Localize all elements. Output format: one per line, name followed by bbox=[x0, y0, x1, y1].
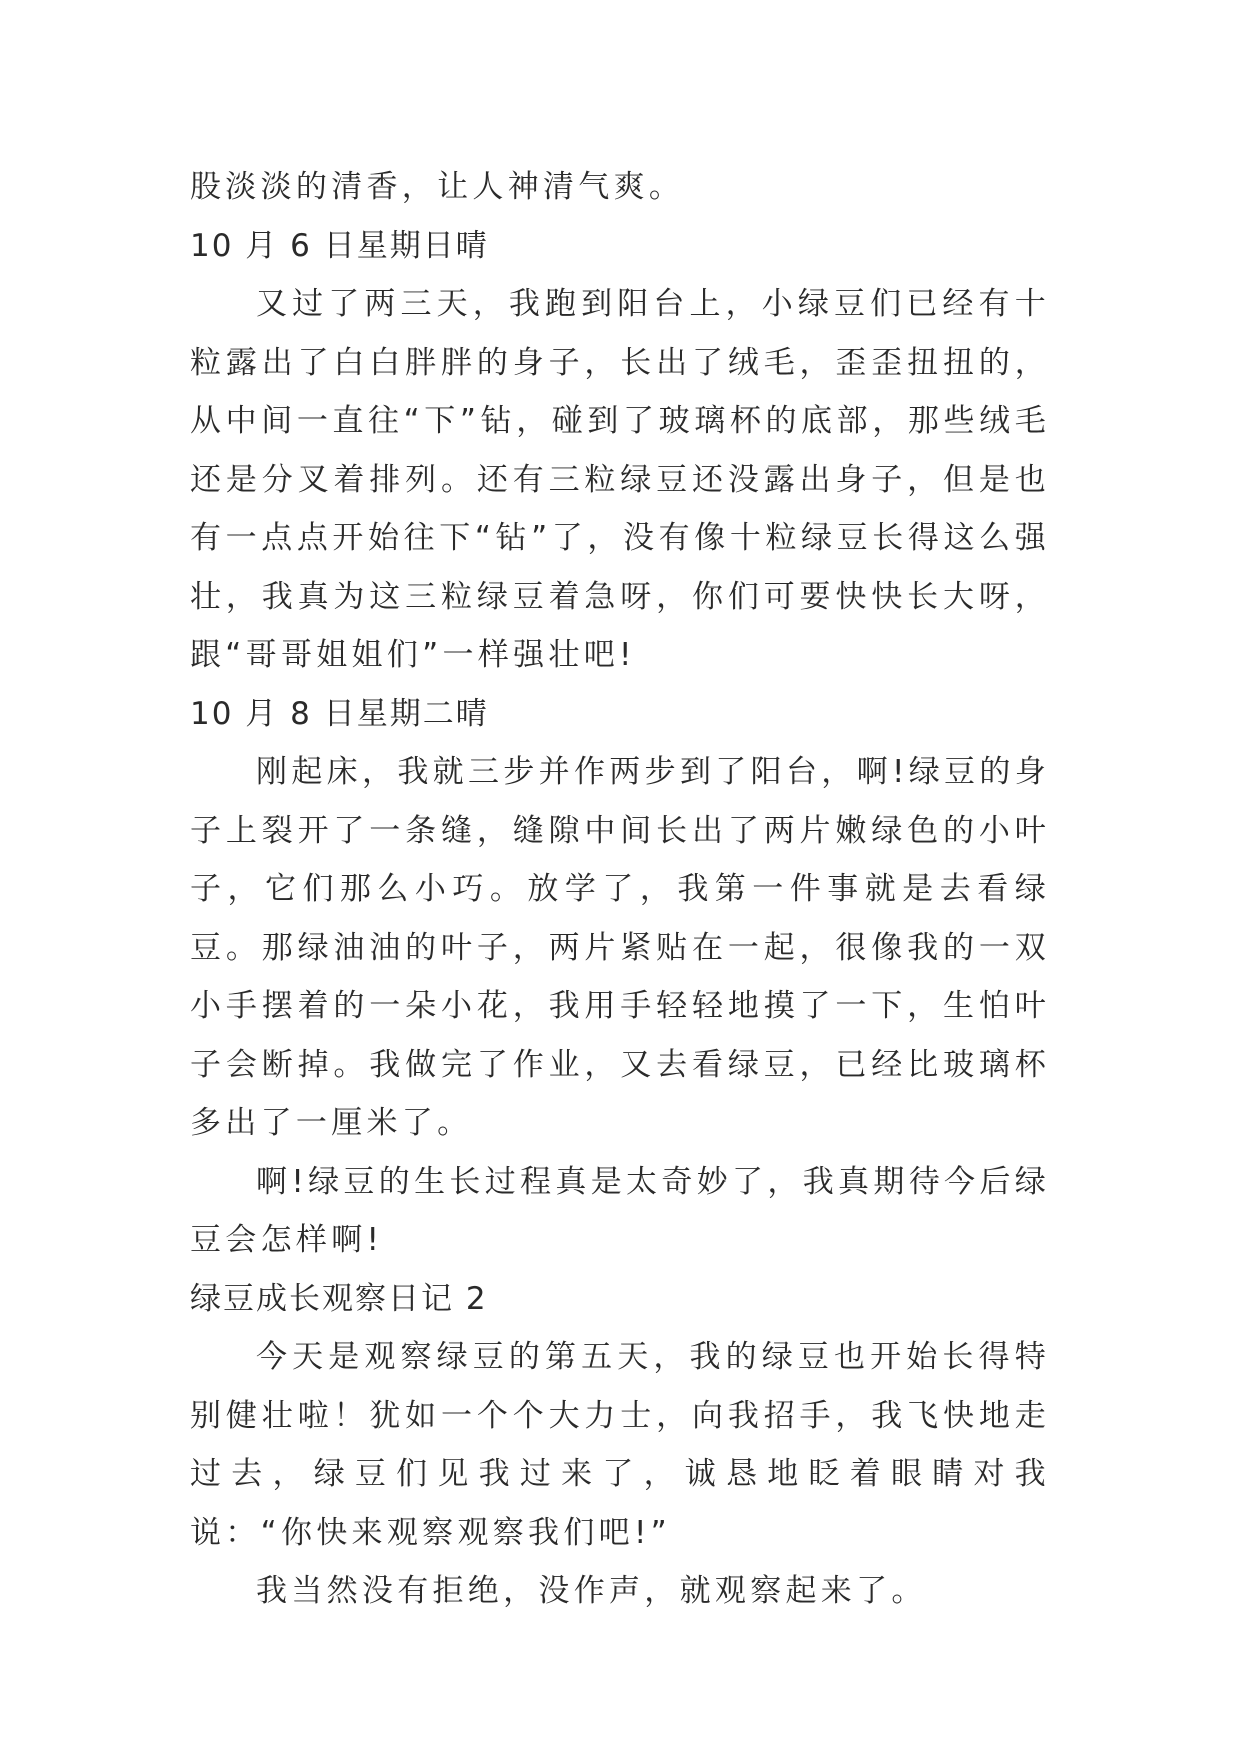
paragraph-continued: 股淡淡的清香，让人神清气爽。 bbox=[190, 169, 685, 205]
diary-date-oct-6: 10 月 6 日星期日晴 bbox=[190, 227, 489, 264]
paragraph-day-5: 今天是观察绿豆的第五天，我的绿豆也开始长得特别健壮啦！犹如一个个大力士，向我招手，我飞快地走过去，绿豆们见我过来了，诚恳地眨着眼睛对我说：“你快来观察观察我们吧!” bbox=[190, 1339, 1050, 1551]
diary-date-oct-8: 10 月 8 日星期二晴 bbox=[190, 695, 489, 732]
paragraph-observe: 我当然没有拒绝，没作声，就观察起来了。 bbox=[256, 1573, 927, 1609]
paragraph-conclusion: 啊!绿豆的生长过程真是太奇妙了，我真期待今后绿豆会怎样啊! bbox=[190, 1163, 1050, 1258]
section-title-diary-2: 绿豆成长观察日记 2 bbox=[190, 1280, 488, 1317]
paragraph-oct-6: 又过了两三天，我跑到阳台上，小绿豆们已经有十粒露出了白白胖胖的身子，长出了绒毛，歪歪扭扭的，从中间一直往“下”钻，碰到了玻璃杯的底部，那些绒毛还是分叉着排列。还有三粒绿豆还没露出身子，但是也有一点点开始往下“钻”了，没有像十粒绿豆长得这么强壮，我真为这三粒绿豆着急呀，你们可要快快长大呀，跟“哥哥姐姐们”一样强壮吧! bbox=[190, 286, 1050, 673]
paragraph-oct-8: 刚起床，我就三步并作两步到了阳台，啊!绿豆的身子上裂开了一条缝，缝隙中间长出了两片嫩绿色的小叶子，它们那么小巧。放学了，我第一件事就是去看绿豆。那绿油油的叶子，两片紧贴在一起，很像我的一双小手摆着的一朵小花，我用手轻轻地摸了一下，生怕叶子会断掉。我做完了作业，又去看绿豆，已经比玻璃杯多出了一厘米了。 bbox=[190, 754, 1050, 1141]
document-body bbox=[190, 158, 1050, 1621]
